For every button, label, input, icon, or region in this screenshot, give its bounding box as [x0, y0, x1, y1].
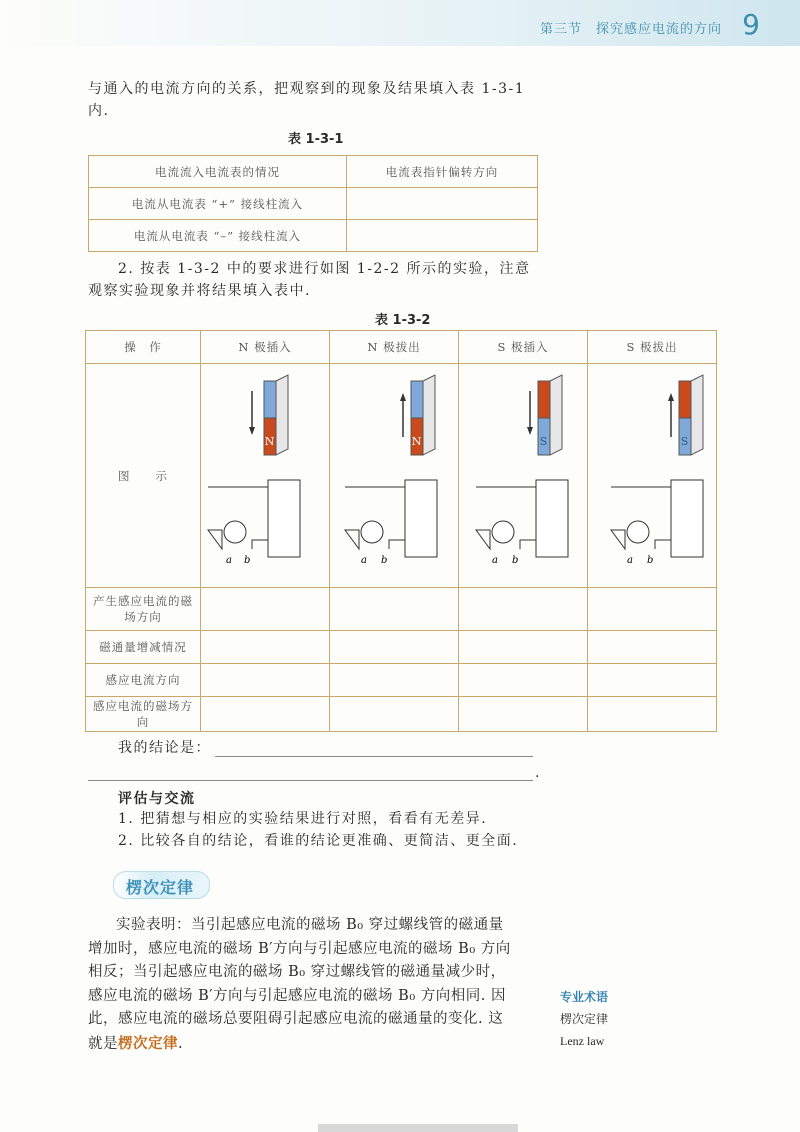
conclusion-label: 我的结论是：: [118, 740, 211, 756]
table-row: [86, 631, 717, 664]
table2-caption: 表 1-3-2: [375, 313, 431, 328]
cell[interactable]: [588, 588, 717, 631]
section-badge: [113, 871, 210, 899]
figure-s-extract: [588, 364, 717, 588]
row-label: 产生感应电流的磁场方向: [86, 588, 201, 631]
table1-row-1-label: 电流从电流表 “+” 接线柱流入: [89, 188, 347, 220]
body-line-last: [88, 1032, 558, 1057]
side-term-title: 专业术语: [560, 990, 609, 1004]
body-line: 实验表明：当引起感应电流的磁场 B₀ 穿过螺线管的磁通量: [116, 917, 504, 933]
cell[interactable]: [330, 697, 459, 732]
body-last-suffix: .: [178, 1035, 184, 1052]
section-title: 第三节 探究感应电流的方向: [539, 22, 722, 37]
table-row: [89, 156, 538, 188]
terminal-a: a: [226, 555, 233, 566]
step2-paragraph: 2. 按表 1-3-2 中的要求进行如图 1-2-2 所示的实验，注意观察实验现象并将结果填入表中.: [88, 261, 531, 299]
cell[interactable]: [330, 631, 459, 664]
table1-header-2: 电流表指针偏转方向: [347, 156, 538, 188]
cell[interactable]: [588, 697, 717, 732]
terminal-a: a: [492, 555, 499, 566]
evaluation-title: 评估与交流: [118, 791, 196, 807]
body-line: 此，感应电流的磁场总要阻碍引起感应电流的磁通量的变化. 这: [88, 1011, 504, 1027]
cell[interactable]: [201, 664, 330, 697]
figure-s-insert: [459, 364, 588, 588]
intro-paragraph: 与通入的电流方向的关系，把观察到的现象及结果填入表 1-3-1 内.: [88, 81, 526, 119]
terminal-b: b: [512, 555, 520, 566]
page-bottom-strip: [318, 1124, 518, 1132]
table1-row-1-value[interactable]: [347, 188, 538, 220]
cell[interactable]: [588, 664, 717, 697]
magnet-label: S: [680, 435, 690, 448]
page-number: 9: [742, 8, 760, 41]
table1-row-2-value[interactable]: [347, 220, 538, 252]
terminal-a: a: [361, 555, 368, 566]
magnet-label: N: [411, 435, 423, 448]
table2-col-2: N 极拔出: [330, 331, 459, 364]
body-paragraph: [88, 914, 558, 1056]
cell[interactable]: [201, 631, 330, 664]
evaluation-item-1: 1. 把猜想与相应的实验结果进行对照，看看有无差异.: [118, 811, 488, 827]
cell[interactable]: [588, 631, 717, 664]
body-line: 增加时，感应电流的磁场 B′方向与引起感应电流的磁场 B₀ 方向: [88, 940, 511, 957]
body-line: 相反；当引起感应电流的磁场 B₀ 穿过螺线管的磁通量减少时，: [88, 964, 506, 980]
table-row: [86, 331, 717, 364]
magnet-label: N: [264, 435, 276, 448]
side-term-en: Lenz law: [560, 1034, 605, 1048]
table1-header-1: 电流流入电流表的情况: [89, 156, 347, 188]
cell[interactable]: [459, 697, 588, 732]
terminal-a: a: [627, 555, 634, 566]
row-label: 磁通量增减情况: [86, 631, 201, 664]
cell[interactable]: [330, 664, 459, 697]
section-badge-label: 楞次定律: [126, 878, 195, 897]
table1-row-2-label: 电流从电流表 “–” 接线柱流入: [89, 220, 347, 252]
table-row: [86, 364, 717, 588]
table2-op-header: 操 作: [86, 331, 201, 364]
table-row: [89, 188, 538, 220]
s-extract-diagram: [589, 365, 715, 583]
table-1-3-1: [88, 155, 538, 252]
cell[interactable]: [459, 664, 588, 697]
row-label: 感应电流方向: [86, 664, 201, 697]
table-row: [86, 697, 717, 732]
terminal-b: b: [647, 555, 655, 566]
table1-caption: 表 1-3-1: [288, 132, 344, 147]
table2-col-4: S 极拔出: [588, 331, 717, 364]
body-last-prefix: 就是: [88, 1035, 118, 1052]
figure-n-insert: [201, 364, 330, 588]
terminal-b: b: [381, 555, 389, 566]
side-term-cn: 楞次定律: [560, 1012, 609, 1026]
figure-n-extract: [330, 364, 459, 588]
n-insert-diagram: [202, 365, 328, 583]
lenz-law-highlight: 楞次定律: [118, 1034, 178, 1052]
body-line: 感应电流的磁场 B′方向与引起感应电流的磁场 B₀ 方向相同. 因: [88, 987, 506, 1004]
terminal-b: b: [244, 555, 252, 566]
conclusion-end: .: [535, 765, 541, 781]
conclusion-line-2[interactable]: [88, 780, 533, 781]
cell[interactable]: [201, 697, 330, 732]
figure-row-label: 图 示: [86, 364, 201, 588]
row-label: 感应电流的磁场方向: [86, 697, 201, 732]
table-row: [86, 664, 717, 697]
table-row: [86, 588, 717, 631]
evaluation-item-2: 2. 比较各自的结论，看谁的结论更准确、更简洁、更全面.: [118, 833, 519, 849]
table-row: [89, 220, 538, 252]
magnet-label: S: [539, 435, 549, 448]
table2-col-3: S 极插入: [459, 331, 588, 364]
cell[interactable]: [459, 588, 588, 631]
n-extract-diagram: [331, 365, 457, 583]
conclusion-line-1[interactable]: [215, 756, 533, 757]
side-term-box: [560, 986, 608, 1052]
table-1-3-2: [85, 330, 717, 732]
cell[interactable]: [459, 631, 588, 664]
table2-col-1: N 极插入: [201, 331, 330, 364]
cell[interactable]: [330, 588, 459, 631]
cell[interactable]: [201, 588, 330, 631]
s-insert-diagram: [460, 365, 586, 583]
